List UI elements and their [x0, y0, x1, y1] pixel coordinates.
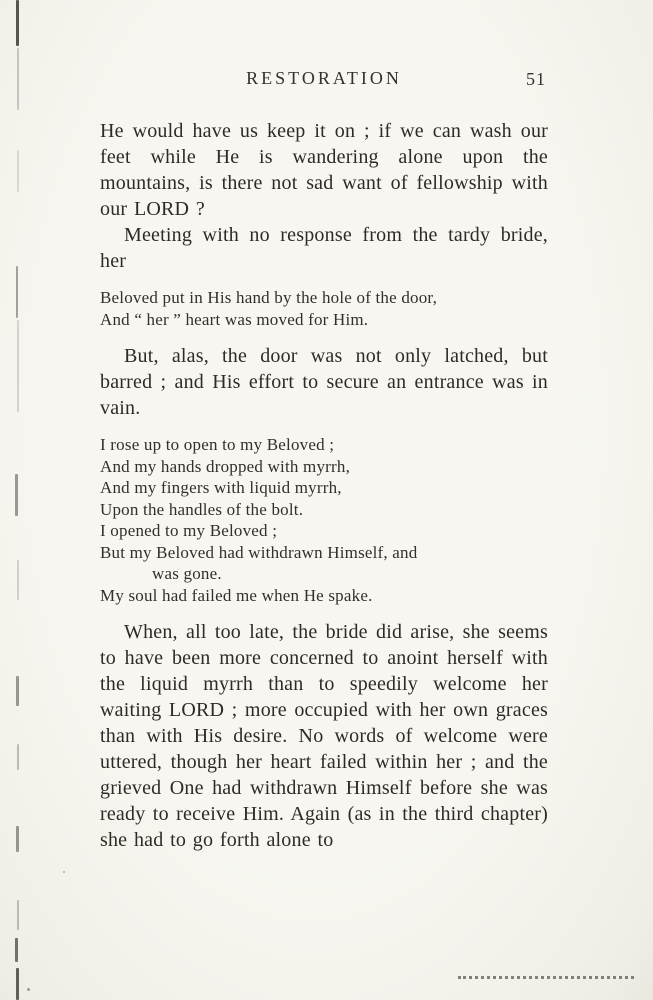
verse-line: Beloved put in His hand by the hole of the door, — [100, 288, 438, 307]
paragraph: Meeting with no response from the tardy bride, her — [100, 224, 548, 272]
paragraph: But, alas, the door was not only latched, but barred ; and His effort to secure an entrance was in vain. — [100, 345, 548, 419]
page-number: 51 — [526, 69, 546, 89]
verse-line: was gone. — [152, 564, 222, 583]
running-head — [100, 68, 548, 94]
binding-mark — [17, 744, 19, 770]
scan-speck — [63, 871, 65, 873]
verse-line: And my hands dropped with myrrh, — [100, 456, 351, 476]
paragraph: When, all too late, the bride did arise, she seems to have been more concerned to anoint herself with the liquid myrrh than to speedily welcome her waiting LORD ; more occupied with her own graces than with His desire. No words of welcome were uttered, though her heart failed within her ; and the grieved One had withdrawn Himself before she was ready to receive Him. Again (as in the third chapter) she had to go forth alone to — [100, 621, 548, 851]
binding-mark — [17, 560, 19, 600]
binding-mark — [17, 48, 19, 110]
binding-mark — [16, 676, 19, 706]
verse-block — [100, 287, 548, 330]
verse-line: I rose up to open to my Beloved ; — [100, 435, 335, 454]
scan-speck — [27, 988, 30, 991]
binding-mark — [17, 320, 19, 412]
binding-mark — [15, 938, 18, 962]
verse-line: And “ her ” heart was moved for Him. — [100, 309, 369, 329]
verse-line: And my fingers with liquid myrrh, — [100, 478, 342, 497]
binding-mark — [15, 474, 18, 516]
binding-mark — [17, 150, 19, 192]
verse-line: Upon the handles of the bolt. — [100, 499, 304, 519]
binding-mark — [16, 826, 19, 852]
verse-block — [100, 434, 548, 606]
verse-line: I opened to my Beloved ; — [100, 521, 278, 540]
running-head-title: RESTORATION — [246, 68, 402, 88]
binding-mark — [17, 900, 19, 930]
binding-mark — [16, 266, 18, 318]
verse-line: My soul had failed me when He spake. — [100, 585, 373, 605]
paragraph: He would have us keep it on ; if we can wash our feet while He is wandering alone upon the mountains, is there not sad want of fellowship with our LORD ? — [100, 120, 548, 220]
page-body — [100, 118, 548, 853]
page-column — [100, 68, 548, 853]
verse-line: But my Beloved had withdrawn Himself, and — [100, 542, 418, 562]
binding-mark — [16, 0, 19, 46]
scan-dots-artifact — [458, 976, 634, 979]
binding-mark — [16, 968, 19, 1000]
